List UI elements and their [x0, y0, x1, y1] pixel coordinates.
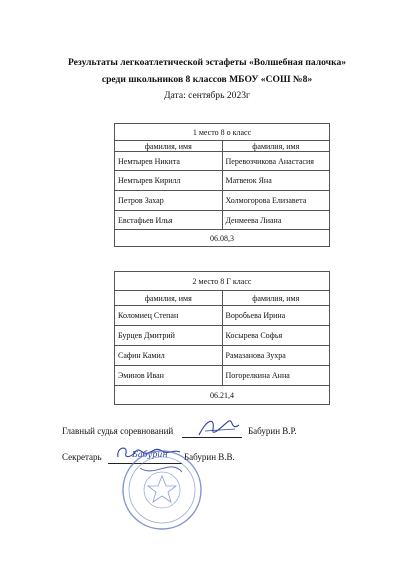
column-header: фамилия, имя	[115, 291, 223, 306]
participant-name: Петров Захар	[115, 191, 223, 211]
participant-name: Воробьева Ирина	[222, 306, 330, 326]
participant-name: Сафин Камил	[115, 346, 223, 366]
doc-title-line2: среди школьников 8 классов МБОУ «СОШ №8»	[101, 74, 313, 85]
judge-name: Бабурин В.Р.	[248, 426, 297, 436]
participant-name: Погорелкина Анна	[222, 366, 330, 386]
results-table-1	[114, 123, 330, 247]
place-header: 1 место 8 о класс	[115, 124, 330, 141]
participant-name: Бурцев Дмитрий	[115, 326, 223, 346]
team-time: 06.08,3	[115, 230, 330, 247]
column-header: фамилия, имя	[115, 141, 223, 152]
participant-name: Косырева Софья	[222, 326, 330, 346]
participant-name: Денмеева Лиана	[222, 211, 330, 230]
participant-name: Рамазанова Зухра	[222, 346, 330, 366]
team-time: 06.21,4	[115, 386, 330, 405]
signature-handwriting: Бабурин	[132, 450, 168, 459]
participant-name: Перевозчикова Анастасия	[222, 152, 330, 171]
column-header: фамилия, имя	[222, 291, 330, 306]
participant-name: Эминов Иван	[115, 366, 223, 386]
doc-date: Дата: сентябрь 2023г	[163, 90, 250, 101]
secretary-name: Бабурин В.В.	[184, 452, 235, 462]
participant-name: Коломиец Степан	[115, 306, 223, 326]
school-stamp-icon	[120, 448, 204, 532]
participant-name: Евстафьев Илья	[115, 211, 223, 230]
judge-signature-image	[195, 413, 245, 443]
participant-name: Немтырев Никита	[115, 152, 223, 171]
results-table-2	[114, 271, 330, 405]
doc-title-line1: Результаты легкоатлетической эстафеты «Волшебная палочка»	[67, 57, 347, 68]
place-header: 2 место 8 Г класс	[115, 272, 330, 291]
column-header: фамилия, имя	[222, 141, 330, 152]
participant-name: Матвеюк Яна	[222, 171, 330, 191]
judge-label: Главный судья соревнований	[62, 426, 174, 436]
secretary-label: Секретарь	[62, 452, 102, 462]
participant-name: Немтырев Кирилл	[115, 171, 223, 191]
participant-name: Холмогорова Елизавета	[222, 191, 330, 211]
